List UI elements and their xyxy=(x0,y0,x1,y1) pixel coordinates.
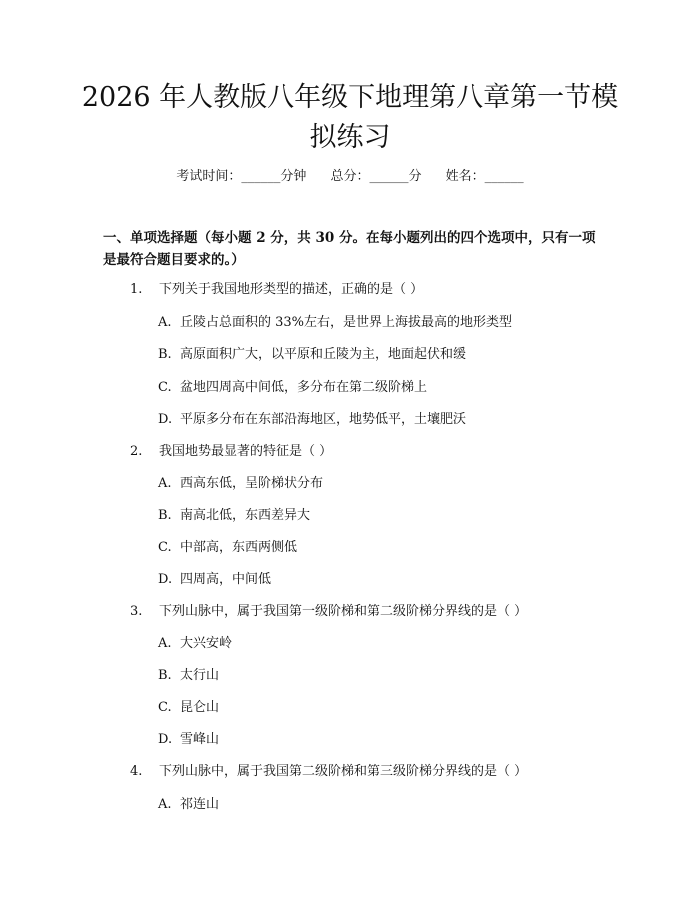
option-letter: C. xyxy=(158,700,172,715)
question-number: 3. xyxy=(130,604,143,619)
option-letter: A. xyxy=(158,636,172,651)
section-heading: 一、单项选择题（每小题 2 分，共 30 分。在每小题列出的四个选项中，只有一项是最符合题目要求的。） xyxy=(103,230,596,268)
option-letter: B. xyxy=(158,347,172,362)
question-text: 我国地势最显著的特征是（ ） xyxy=(159,444,333,459)
question-text: 下列山脉中，属于我国第一级阶梯和第二级阶梯分界线的是（ ） xyxy=(159,604,528,619)
title-line-2: 拟练习 xyxy=(309,122,391,153)
option-letter: C. xyxy=(158,380,172,395)
option-letter: A. xyxy=(158,797,172,812)
title-line-1: 2026 年人教版八年级下地理第八章第一节模 xyxy=(81,82,619,113)
question-4 xyxy=(130,762,527,782)
question-3-option-b xyxy=(158,666,219,686)
option-text: 太行山 xyxy=(180,668,220,683)
question-3-option-c xyxy=(158,698,219,718)
total-score-field: 总分：______分 xyxy=(330,169,422,184)
option-letter: A. xyxy=(158,476,172,491)
question-2-option-d xyxy=(158,570,271,590)
option-text: 中部高，东西两侧低 xyxy=(180,540,298,555)
question-2-option-b xyxy=(158,506,310,526)
question-4-option-a xyxy=(158,795,219,815)
question-3 xyxy=(130,602,527,622)
question-number: 4. xyxy=(130,764,143,779)
question-text: 下列关于我国地形类型的描述，正确的是（ ） xyxy=(159,282,424,297)
option-letter: D. xyxy=(158,572,173,587)
option-text: 南高北低，东西差异大 xyxy=(180,508,311,523)
option-text: 高原面积广大，以平原和丘陵为主，地面起伏和缓 xyxy=(180,347,467,362)
question-1-option-d xyxy=(158,410,466,430)
option-letter: D. xyxy=(158,412,173,427)
option-text: 雪峰山 xyxy=(180,732,220,747)
question-3-option-d xyxy=(158,730,219,750)
question-text: 下列山脉中，属于我国第二级阶梯和第三级阶梯分界线的是（ ） xyxy=(159,764,528,779)
question-1-option-c xyxy=(158,378,427,398)
option-text: 四周高，中间低 xyxy=(180,572,272,587)
question-1 xyxy=(130,280,423,300)
option-text: 平原多分布在东部沿海地区，地势低平，土壤肥沃 xyxy=(180,412,467,427)
option-text: 西高东低，呈阶梯状分布 xyxy=(180,476,324,491)
option-letter: B. xyxy=(158,668,172,683)
option-text: 祁连山 xyxy=(180,797,220,812)
question-number: 2. xyxy=(130,444,143,459)
question-2-option-a xyxy=(158,474,323,494)
document-title xyxy=(60,78,640,158)
option-letter: D. xyxy=(158,732,173,747)
question-3-option-a xyxy=(158,634,232,654)
option-letter: A. xyxy=(158,315,172,330)
question-number: 1. xyxy=(130,282,143,297)
option-text: 盆地四周高中间低，多分布在第二级阶梯上 xyxy=(180,380,428,395)
question-1-option-a xyxy=(158,313,512,333)
question-1-option-b xyxy=(158,345,466,365)
exam-info-line xyxy=(0,167,700,187)
question-2-option-c xyxy=(158,538,297,558)
option-text: 昆仑山 xyxy=(180,700,220,715)
student-name-field: 姓名：______ xyxy=(445,169,524,184)
exam-time-field: 考试时间：______分钟 xyxy=(176,169,307,184)
option-letter: C. xyxy=(158,540,172,555)
option-text: 大兴安岭 xyxy=(180,636,233,651)
option-letter: B. xyxy=(158,508,172,523)
option-text: 丘陵占总面积的 33%左右，是世界上海拔最高的地形类型 xyxy=(180,315,513,330)
question-2 xyxy=(130,442,332,462)
